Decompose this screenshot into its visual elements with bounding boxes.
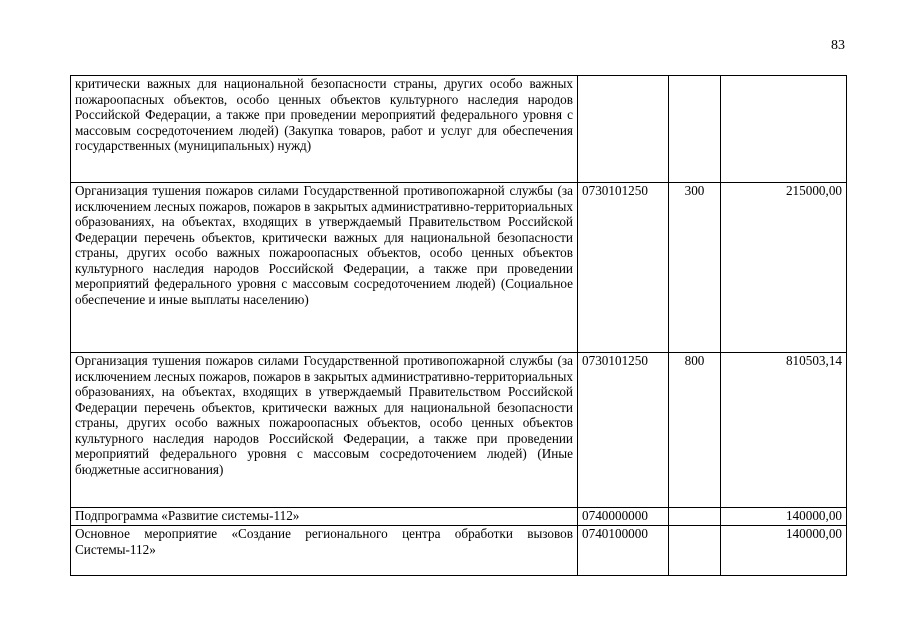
row-amount: 140000,00: [721, 526, 847, 576]
table-row: [71, 526, 847, 576]
table-row: [71, 508, 847, 526]
row-amount: 215000,00: [721, 183, 847, 353]
row-description: Подпрограмма «Развитие системы-112»: [71, 508, 578, 526]
row-description: Основное мероприятие «Создание регионального центра обработки вызовов Системы-112»: [71, 526, 578, 576]
row-amount: [721, 76, 847, 183]
row-description: Организация тушения пожаров силами Государственной противопожарной службы (за исключением лесных пожаров, пожаров в закрытых административно-территориальных образованиях, на объектах, входящих в утверждаемый Правительством Российской Федерации перечень объектов, критически важных для национальной безопасности страны, других особо важных пожароопасных объектов, особо ценных объектов культурного наследия народов Российской Федерации, а также при проведении мероприятий федерального уровня с массовым сосредоточением людей) (Иные бюджетные ассигнования): [71, 353, 578, 508]
row-description: Организация тушения пожаров силами Государственной противопожарной службы (за исключением лесных пожаров, пожаров в закрытых административно-территориальных образованиях, на объектах, входящих в утверждаемый Правительством Российской Федерации перечень объектов, критически важных для национальной безопасности страны, других особо важных пожароопасных объектов, особо ценных объектов культурного наследия народов Российской Федерации, а также при проведении мероприятий федерального уровня с массовым сосредоточением людей) (Социальное обеспечение и иные выплаты населению): [71, 183, 578, 353]
row-expense-type: [669, 526, 721, 576]
row-expense-type: [669, 76, 721, 183]
row-target-code: 0730101250: [578, 183, 669, 353]
row-amount: 140000,00: [721, 508, 847, 526]
row-expense-type: [669, 508, 721, 526]
row-target-code: 0740000000: [578, 508, 669, 526]
row-target-code: 0730101250: [578, 353, 669, 508]
page-number: 83: [831, 38, 845, 53]
row-expense-type: 800: [669, 353, 721, 508]
row-amount: 810503,14: [721, 353, 847, 508]
table-row: [71, 353, 847, 508]
row-target-code: [578, 76, 669, 183]
row-description: критически важных для национальной безопасности страны, других особо важных пожароопасных объектов, особо ценных объектов культурного наследия народов Российской Федерации, а также при проведении мероприятий федерального уровня с массовым сосредоточением людей) (Закупка товаров, работ и услуг для обеспечения государственных (муниципальных) нужд): [71, 76, 578, 183]
row-expense-type: 300: [669, 183, 721, 353]
table-row: [71, 76, 847, 183]
budget-table: [70, 75, 847, 576]
table-row: [71, 183, 847, 353]
row-target-code: 0740100000: [578, 526, 669, 576]
